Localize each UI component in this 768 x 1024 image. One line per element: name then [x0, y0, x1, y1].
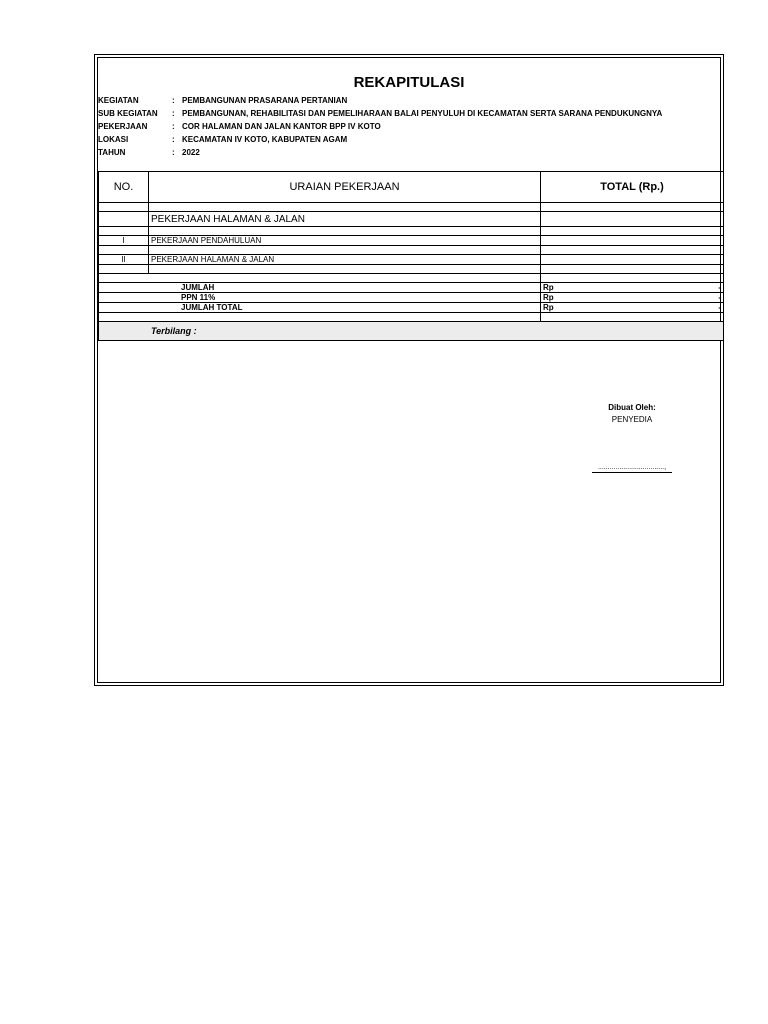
- header-uraian: URAIAN PEKERJAAN: [149, 172, 541, 203]
- spacer-row: [99, 246, 724, 255]
- meta-colon: :: [172, 135, 175, 144]
- summary-row-total: [99, 303, 724, 313]
- spacer-row: [99, 265, 724, 274]
- currency-label: Rp: [543, 293, 554, 302]
- amount-value: -: [718, 303, 721, 312]
- summary-label: JUMLAH: [99, 283, 541, 293]
- summary-label: JUMLAH TOTAL: [99, 303, 541, 313]
- row-total: [541, 236, 724, 246]
- amount-value: -: [718, 283, 721, 292]
- row-number: I: [99, 236, 149, 246]
- document-inner-border: [97, 57, 721, 683]
- summary-label: PPN 11%: [99, 293, 541, 303]
- spacer-row: [99, 203, 724, 212]
- terbilang-row: [99, 322, 724, 341]
- document-sheet: [94, 54, 724, 686]
- meta-label: TAHUN: [98, 148, 126, 157]
- table-row: [99, 255, 724, 265]
- meta-label: PEKERJAAN: [98, 122, 148, 131]
- signature-block: [592, 402, 672, 426]
- meta-value: PEMBANGUNAN, REHABILITASI DAN PEMELIHARAAN BALAI PENYULUH DI KECAMATAN SERTA SARANA PENDUKUNGNYA: [182, 109, 663, 118]
- spacer-row: [99, 227, 724, 236]
- row-number: II: [99, 255, 149, 265]
- table-row: [99, 236, 724, 246]
- summary-amount: [541, 283, 724, 293]
- terbilang-label: Terbilang :: [99, 322, 724, 341]
- section-row: [99, 212, 724, 227]
- row-total: [541, 255, 724, 265]
- meta-label: KEGIATAN: [98, 96, 139, 105]
- meta-colon: :: [172, 109, 175, 118]
- document-title: REKAPITULASI: [353, 74, 465, 91]
- recap-table: [98, 171, 724, 341]
- meta-label: SUB KEGIATAN: [98, 109, 158, 118]
- meta-value: KECAMATAN IV KOTO, KABUPATEN AGAM: [182, 135, 348, 144]
- spacer-row: [99, 274, 724, 283]
- meta-colon: :: [172, 148, 175, 157]
- summary-row-ppn: [99, 293, 724, 303]
- table-header-row: [99, 172, 724, 203]
- meta-label: LOKASI: [98, 135, 129, 144]
- meta-colon: :: [172, 122, 175, 131]
- header-total: TOTAL (Rp.): [541, 172, 724, 203]
- summary-row-jumlah: [99, 283, 724, 293]
- meta-value: PEMBANGUNAN PRASARANA PERTANIAN: [182, 96, 348, 105]
- meta-value: 2022: [182, 148, 200, 157]
- row-description: PEKERJAAN HALAMAN & JALAN: [149, 255, 541, 265]
- meta-colon: :: [172, 96, 175, 105]
- amount-value: -: [718, 293, 721, 302]
- header-no: NO.: [99, 172, 149, 203]
- summary-amount: [541, 303, 724, 313]
- role-label: PENYEDIA: [611, 415, 653, 424]
- section-title: PEKERJAAN HALAMAN & JALAN: [149, 212, 541, 227]
- currency-label: Rp: [543, 303, 554, 312]
- currency-label: Rp: [543, 283, 554, 292]
- signature-line: ..................................,: [592, 464, 672, 473]
- spacer-row: [99, 313, 724, 322]
- row-description: PEKERJAAN PENDAHULUAN: [149, 236, 541, 246]
- meta-value: COR HALAMAN DAN JALAN KANTOR BPP IV KOTO: [182, 122, 381, 131]
- summary-amount: [541, 293, 724, 303]
- made-by-label: Dibuat Oleh:: [608, 403, 656, 412]
